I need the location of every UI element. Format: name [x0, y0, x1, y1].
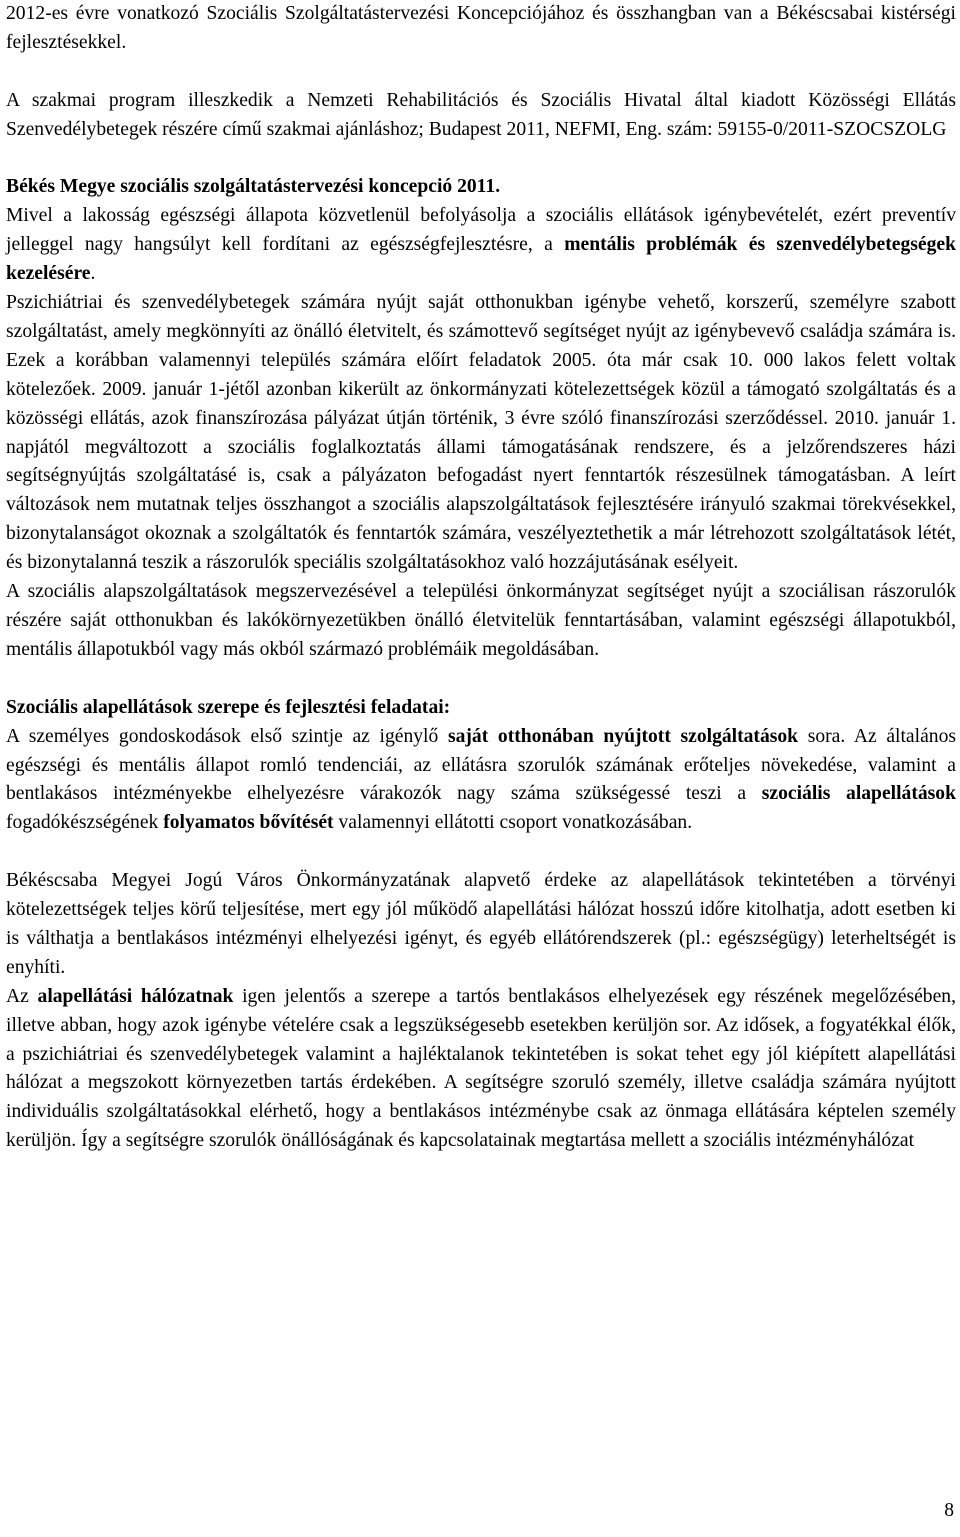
- halozat-text-2: igen jelentős a szerepe a tartós bentlakásos elhelyezések egy részének megelőzésében, illetve abban, hogy azok igénybe vételére csak a legszükségesebb esetekben kerüljön sor. Az idősek, a fogyatékkal élők, a pszichiátriai és szenvedélybetegek valamint a hajléktalanok tekintetében is sokat tehet egy jól kiépített alapellátási hálózat a megszokott környezetben tartás érdekében. A segítségre szoruló személy, illetve családja számára nyújtott individuális szolgáltatásokkal elérhető, hogy a bentlakásos intézménybe csak az önmaga ellátására képtelen személy kerüljön. Így a segítségre szorulók önállóságának és kapcsolatainak megtartása mellett a szociális intézményhálózat: [6, 985, 956, 1152]
- mivel-paragraph: [6, 202, 956, 289]
- program-paragraph: A szakmai program illeszkedik a Nemzeti Rehabilitációs és Szociális Hivatal által kiadott Közösségi Ellátás Szenvedélybetegek részére című szakmai ajánláshoz; Budapest 2011, NEFMI, Eng. szám: 59155-0/2011-SZOCSZOLG: [6, 89, 956, 140]
- szemelyes-bold-2: szociális alapellátások: [761, 783, 956, 805]
- szemelyes-bold-3: folyamatos bővítését: [163, 812, 334, 834]
- intro-paragraph: 2012-es évre vonatkozó Szociális Szolgáltatástervezési Koncepciójához és összhangban van a Békéscsabai kistérségi fejlesztésekkel.: [6, 3, 956, 53]
- mivel-bold-text: mentális problémák és szenvedélybetegségek kezelésére: [6, 234, 956, 285]
- szemelyes-text-1: A személyes gondoskodások első szintje az igénylő: [6, 725, 448, 747]
- bekescsaba-paragraph: Békéscsaba Megyei Jogú Város Önkormányzatának alapvető érdeke az alapellátások tekintetében a törvényi kötelezettségek teljes körű teljesítése, mert egy jól működő alapellátási hálózat hosszú időre kitolhatja, adott esetben ki is válthatja a bentlakásos intézményi elhelyezési igényt, és egyéb ellátórendszerek (pl.: egészségügy) leterheltségét is enyhíti.: [6, 870, 956, 978]
- spacer: [6, 665, 956, 694]
- heading-bekes-megye: Békés Megye szociális szolgáltatástervezési koncepció 2011.: [6, 176, 501, 198]
- pszichiatriai-paragraph: Pszichiátriai és szenvedélybetegek számára nyújt saját otthonukban igénybe vehető, korszerű, személyre szabott szolgáltatást, amely megkönnyíti az önálló életvitelt, és számottevő segítséget nyújt az igénybevevő családja számára is. Ezek a korábban valamennyi település számára előírt feladatok 2005. óta már csak 10. 000 lakos felett voltak kötelezőek. 2009. január 1-jétől azonban kikerült az önkormányzati kötelezettségek közül a támogató szolgáltatás és a közösségi ellátás, azok finanszírozása pályázat útján történik, 3 évre szóló finanszírozási szerződéssel. 2010. január 1. napjától megváltozott a szociális foglalkoztatás állami támogatásának rendszere, és a jelzőrendszeres házi segítségnyújtás szolgáltatásé is, csak a pályázaton befogadást nyert fenntartók részesülnek támogatásban. A leírt változások nem mutatnak teljes összhangot a szociális alapszolgáltatások fejlesztésére irányuló szakmai törekvésekkel, bizonytalanságot okoznak a szolgáltatók és fenntartók számára, veszélyeztethetik a már létrehozott szolgáltatások létét, és bizonytalanná teszik a rászorulók speciális szolgáltatásokhoz való hozzájutásának esélyeit.: [6, 292, 956, 574]
- szemelyes-gondoskodas-paragraph: [6, 723, 956, 839]
- halozat-text-1: Az: [6, 985, 38, 1007]
- spacer: [6, 145, 956, 174]
- szemelyes-text-2: sora. Az általános egészségi és mentális állapot romló tendenciái, az ellátásra szorulók számának erőteljes növekedése, valamint a bentlakásos intézményekbe elhelyezésre várakozók nagy száma szükségessé teszi a: [6, 725, 956, 805]
- document-page: [6, 0, 956, 1156]
- szemelyes-text-3: fogadókészségének: [6, 812, 164, 834]
- page-number: 8: [944, 1500, 954, 1521]
- heading-alapellatasok-szerepe: Szociális alapellátások szerepe és fejlesztési feladatai:: [6, 696, 451, 718]
- szemelyes-text-4: valamennyi ellátotti csoport vonatkozásában.: [333, 812, 693, 834]
- szemelyes-bold-1: saját otthonában nyújtott szolgáltatások: [447, 725, 799, 747]
- alapszolgaltatasok-paragraph: A szociális alapszolgáltatások megszervezésével a települési önkormányzat segítséget nyújt a szociálisan rászorulók részére saját otthonukban és lakókörnyezetükben önálló életvitelük fenntartásában, valamint egészségi állapotukból, mentális állapotukból vagy más okból származó problémáik megoldásában.: [6, 581, 956, 660]
- alapellatasi-halozat-paragraph: [6, 983, 956, 1156]
- spacer: [6, 838, 956, 867]
- mivel-text-1: Mivel a lakosság egészségi állapota közvetlenül befolyásolja a szociális ellátások igénybevételét, ezért preventív jelleggel nagy hangsúlyt kell fordítani az egészségfejlesztésre, a: [6, 205, 956, 256]
- mivel-text-2: .: [90, 263, 96, 285]
- spacer: [6, 58, 956, 87]
- halozat-bold-1: alapellátási hálózatnak: [37, 985, 234, 1007]
